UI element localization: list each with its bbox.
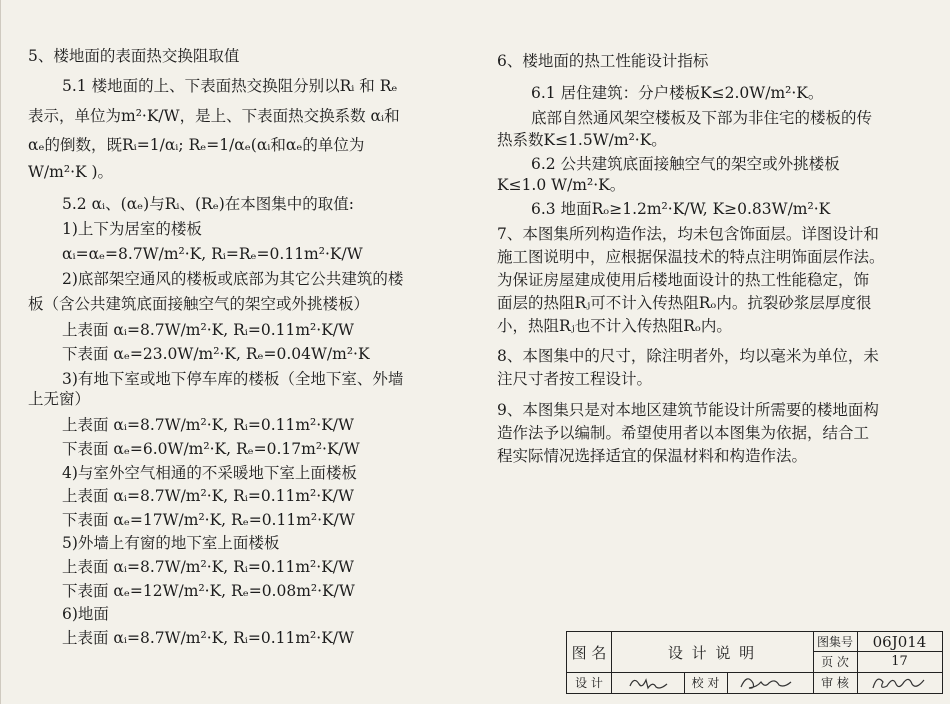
text-line: 下表面 αₑ=23.0W/m²·K, Rₑ=0.04W/m²·K xyxy=(62,345,370,363)
text-line: 下表面 αₑ=12W/m²·K, Rₑ=0.08m²·K/W xyxy=(62,582,355,600)
text-line: 3)有地下室或地下停车库的楼板（全地下室、外墙 xyxy=(62,370,404,388)
text-line: W/m²·K )。 xyxy=(28,163,114,181)
text-line: 5.1 楼地面的上、下表面热交换阻分别以Rᵢ 和 Rₑ xyxy=(62,77,398,95)
atlas-no-label: 图集号 xyxy=(816,635,853,649)
text-line: 5)外墙上有窗的地下室上面楼板 xyxy=(62,534,280,552)
text-line: 注尺寸者按工程设计。 xyxy=(497,370,653,388)
text-line: 6)地面 xyxy=(62,605,109,623)
text-line: 上表面 αᵢ=8.7W/m²·K, Rᵢ=0.11m²·K/W xyxy=(62,321,354,339)
text-line: 面层的热阻Rⱼ可不计入传热阻Rₒ内。抗裂砂浆层厚度很 xyxy=(497,294,872,312)
text-line: 底部自然通风架空楼板及下部为非住宅的楼板的传 xyxy=(531,109,873,127)
text-line: 热系数K≤1.5W/m²·K。 xyxy=(497,131,667,149)
text-line: 6.2 公共建筑底面接触空气的架空或外挑楼板 xyxy=(531,155,840,173)
text-line: 下表面 αₑ=6.0W/m²·K, Rₑ=0.17m²·K/W xyxy=(62,440,360,458)
sheet-border xyxy=(0,0,1,704)
text-line: 6.1 居住建筑：分户楼板K≤2.0W/m²·K。 xyxy=(531,84,824,102)
text-line: 为保证房屋建成使用后楼地面设计的热工性能稳定，饰 xyxy=(497,271,870,289)
text-line: 下表面 αₑ=17W/m²·K, Rₑ=0.11m²·K/W xyxy=(62,511,355,529)
text-line: 上表面 αᵢ=8.7W/m²·K, Rᵢ=0.11m²·K/W xyxy=(62,558,354,576)
section-7-text: 7、本图集所列构造作法，均未包含饰面层。详图设计和 xyxy=(497,225,879,243)
drawing-name-label: 图 名 xyxy=(571,643,607,662)
page-number: 17 xyxy=(891,654,908,669)
text-line: 施工图说明中，应根据保温技术的特点注明饰面层作法。 xyxy=(497,248,885,266)
text-line: 表示，单位为m²·K/W，是上、下表面热交换系数 αᵢ和 xyxy=(28,107,400,125)
checker-signature xyxy=(737,673,801,693)
text-line: 板（含公共建筑底面接触空气的架空或外挑楼板） xyxy=(28,295,370,313)
text-line: αₑ的倒数，既Rᵢ=1/αᵢ; Rₑ=1/αₑ(αᵢ和αₑ的单位为 xyxy=(28,136,365,154)
designer-signature xyxy=(627,674,671,692)
text-line: 上表面 αᵢ=8.7W/m²·K, Rᵢ=0.11m²·K/W xyxy=(62,416,354,434)
drawing-name: 设 计 说 明 xyxy=(667,643,757,662)
text-line: 6.3 地面Rₒ≥1.2m²·K/W, K≥0.83W/m²·K xyxy=(531,200,831,218)
section-8-text: 8、本图集中的尺寸，除注明者外，均以毫米为单位，未 xyxy=(497,347,879,365)
divider xyxy=(727,672,728,693)
text-line: 程实际情况选择适宜的保温材料和构造作法。 xyxy=(497,447,808,465)
text-line: 小，热阻Rⱼ也不计入传热阻Rₒ内。 xyxy=(497,317,732,335)
text-line: 1)上下为居室的楼板 xyxy=(62,220,202,238)
section-9-text: 9、本图集只是对本地区建筑节能设计所需要的楼地面构 xyxy=(497,401,879,419)
text-line: 上表面 αᵢ=8.7W/m²·K, Rᵢ=0.11m²·K/W xyxy=(62,629,354,647)
title-block xyxy=(566,631,943,694)
text-line: 2)底部架空通风的楼板或底部为其它公共建筑的楼 xyxy=(62,270,404,288)
page-label: 页 次 xyxy=(821,655,849,669)
text-line: 5.2 αᵢ、(αₑ)与Rᵢ、(Rₑ)在本图集中的取值: xyxy=(62,195,355,213)
text-line: K≤1.0 W/m²·K。 xyxy=(497,176,626,194)
section-6-heading: 6、楼地面的热工性能设计指标 xyxy=(497,52,709,70)
text-line: αᵢ=αₑ=8.7W/m²·K, Rᵢ=Rₑ=0.11m²·K/W xyxy=(62,245,363,263)
text-line: 上无窗） xyxy=(28,390,91,408)
check-label: 校 对 xyxy=(691,676,720,690)
section-5-heading: 5、楼地面的表面热交换阻取值 xyxy=(28,47,240,65)
design-label: 设 计 xyxy=(575,676,603,690)
reviewer-signature xyxy=(867,672,929,694)
review-label: 审 核 xyxy=(821,676,849,690)
text-line: 上表面 αᵢ=8.7W/m²·K, Rᵢ=0.11m²·K/W xyxy=(62,487,354,505)
text-line: 造作法予以编制。希望使用者以本图集为依据，结合工 xyxy=(497,424,870,442)
text-line: 4)与室外空气相通的不采暖地下室上面楼板 xyxy=(62,464,357,482)
atlas-no: 06J014 xyxy=(872,632,927,651)
